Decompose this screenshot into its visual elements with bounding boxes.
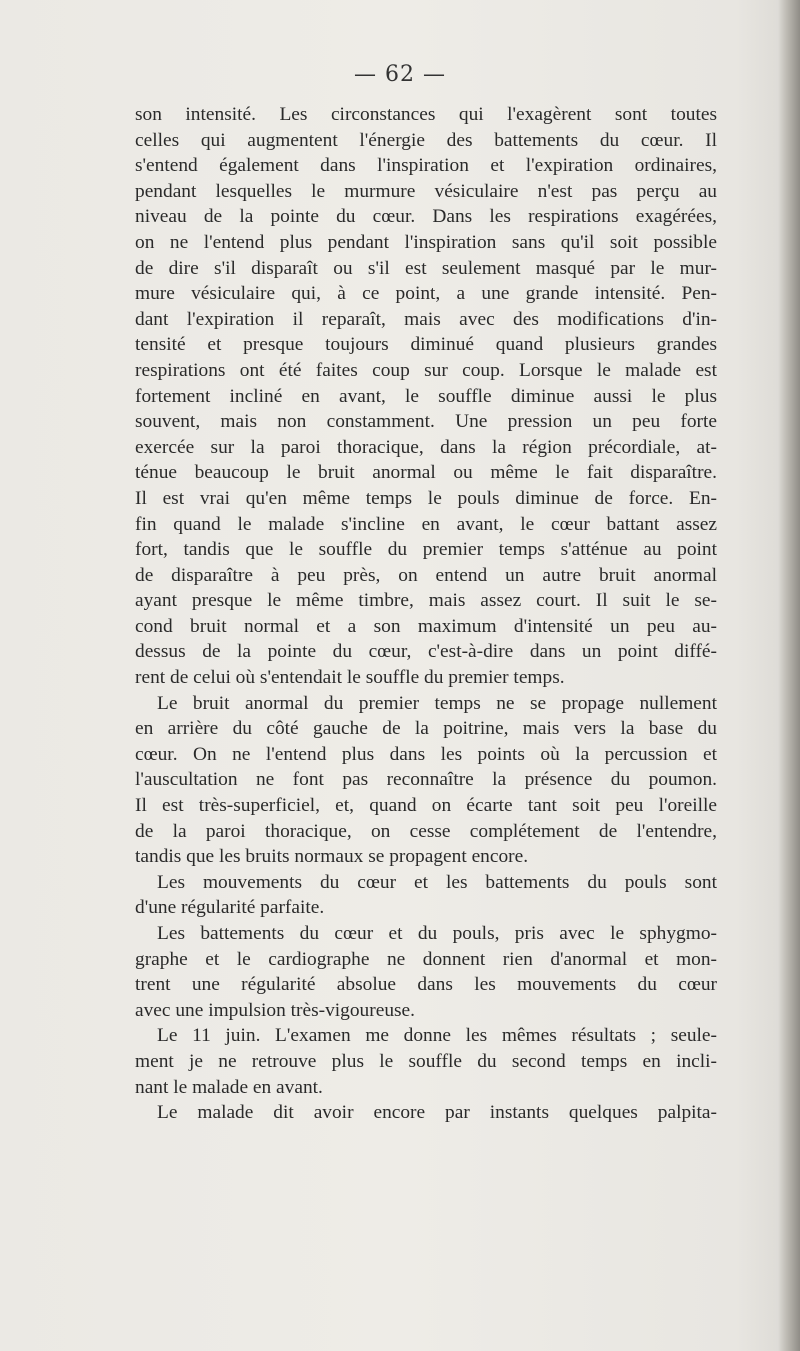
text-line: son intensité. Les circonstances qui l'exagèrent sont toutes [135,104,717,125]
text-line: pendant lesquelles le murmure vésiculaire n'est pas perçu au [135,180,717,202]
text-line: s'entend également dans l'inspiration et l'expiration ordinaires, [135,155,717,177]
text-line: Les battements du cœur et du pouls, pris avec le sphygmo- [157,923,717,944]
text-line: celles qui augmentent l'énergie des battements du cœur. Il [135,129,717,151]
text-line: avec une impulsion très-vigoureuse. [135,999,416,1021]
text-line: mure vésiculaire qui, à ce point, a une grande intensité. Pen- [135,283,717,305]
text-line: d'une régularité parfaite. [135,897,325,919]
text-line: Le 11 juin. L'examen me donne les mêmes résultats ; seule- [157,1025,717,1047]
text-line: fortement incliné en avant, le souffle diminue aussi le plus [135,385,717,407]
paragraph [135,921,717,1023]
text-line: de disparaître à peu près, on entend un autre bruit anormal [135,564,717,586]
text-line: rent de celui où s'entendait le souffle du premier temps. [135,667,565,689]
page-edge-shadow [778,0,800,1351]
body-text [135,102,717,1126]
text-line: Les mouvements du cœur et les battements du pouls sont [157,871,717,893]
text-line: niveau de la pointe du cœur. Dans les respirations exagérées, [135,206,717,228]
page-number: — 62 — [354,62,446,87]
text-line: ayant presque le même timbre, mais assez court. Il suit le se- [135,590,717,612]
paragraph [135,691,717,870]
text-line: fin quand le malade s'incline en avant, le cœur battant assez [135,513,717,535]
paragraph [135,1023,717,1100]
text-line: graphe et le cardiographe ne donnent rien d'anormal et mon- [135,948,717,970]
text-line: exercée sur la paroi thoracique, dans la région précordiale, at- [135,436,717,458]
text-line: en arrière du côté gauche de la poitrine, mais vers la base du [135,718,717,740]
paragraph [135,102,717,691]
paragraph [135,870,717,921]
text-line: fort, tandis que le souffle du premier temps s'atténue au point [135,539,717,561]
text-line: on ne l'entend plus pendant l'inspiration sans qu'il soit possible [135,231,717,253]
text-line: dant l'expiration il reparaît, mais avec des modifications d'in- [135,308,717,330]
text-line: Il est vrai qu'en même temps le pouls diminue de force. En- [135,487,717,509]
text-line: tensité et presque toujours diminué quand plusieurs grandes [135,334,717,356]
text-line: cond bruit normal et a son maximum d'intensité un peu au- [135,615,717,637]
text-line: Il est très-superficiel, et, quand on écarte tant soit peu l'oreille [135,795,717,817]
text-line: cœur. On ne l'entend plus dans les points où la percussion et [135,743,717,765]
text-line: tandis que les bruits normaux se propagent encore. [135,846,529,868]
text-line: trent une régularité absolue dans les mouvements du cœur [135,974,717,996]
text-line: de dire s'il disparaît ou s'il est seulement masqué par le mur- [135,257,717,279]
text-line: de la paroi thoracique, on cesse complétement de l'entendre, [135,820,717,842]
text-line: Le bruit anormal du premier temps ne se propage nullement [157,692,717,714]
text-line: ment je ne retrouve plus le souffle du second temps en incli- [135,1050,717,1072]
text-line: ténue beaucoup le bruit anormal ou même le fait disparaître. [135,462,717,484]
text-line: l'auscultation ne font pas reconnaître la présence du poumon. [135,769,717,791]
paragraph [135,1100,717,1126]
text-line: Le malade dit avoir encore par instants quelques palpita- [157,1102,717,1124]
text-line: dessus de la pointe du cœur, c'est-à-dire dans un point diffé- [135,641,717,663]
text-line: souvent, mais non constamment. Une pression un peu forte [135,411,717,433]
text-line: respirations ont été faites coup sur coup. Lorsque le malade est [135,359,717,381]
text-line: nant le malade en avant. [135,1076,323,1098]
